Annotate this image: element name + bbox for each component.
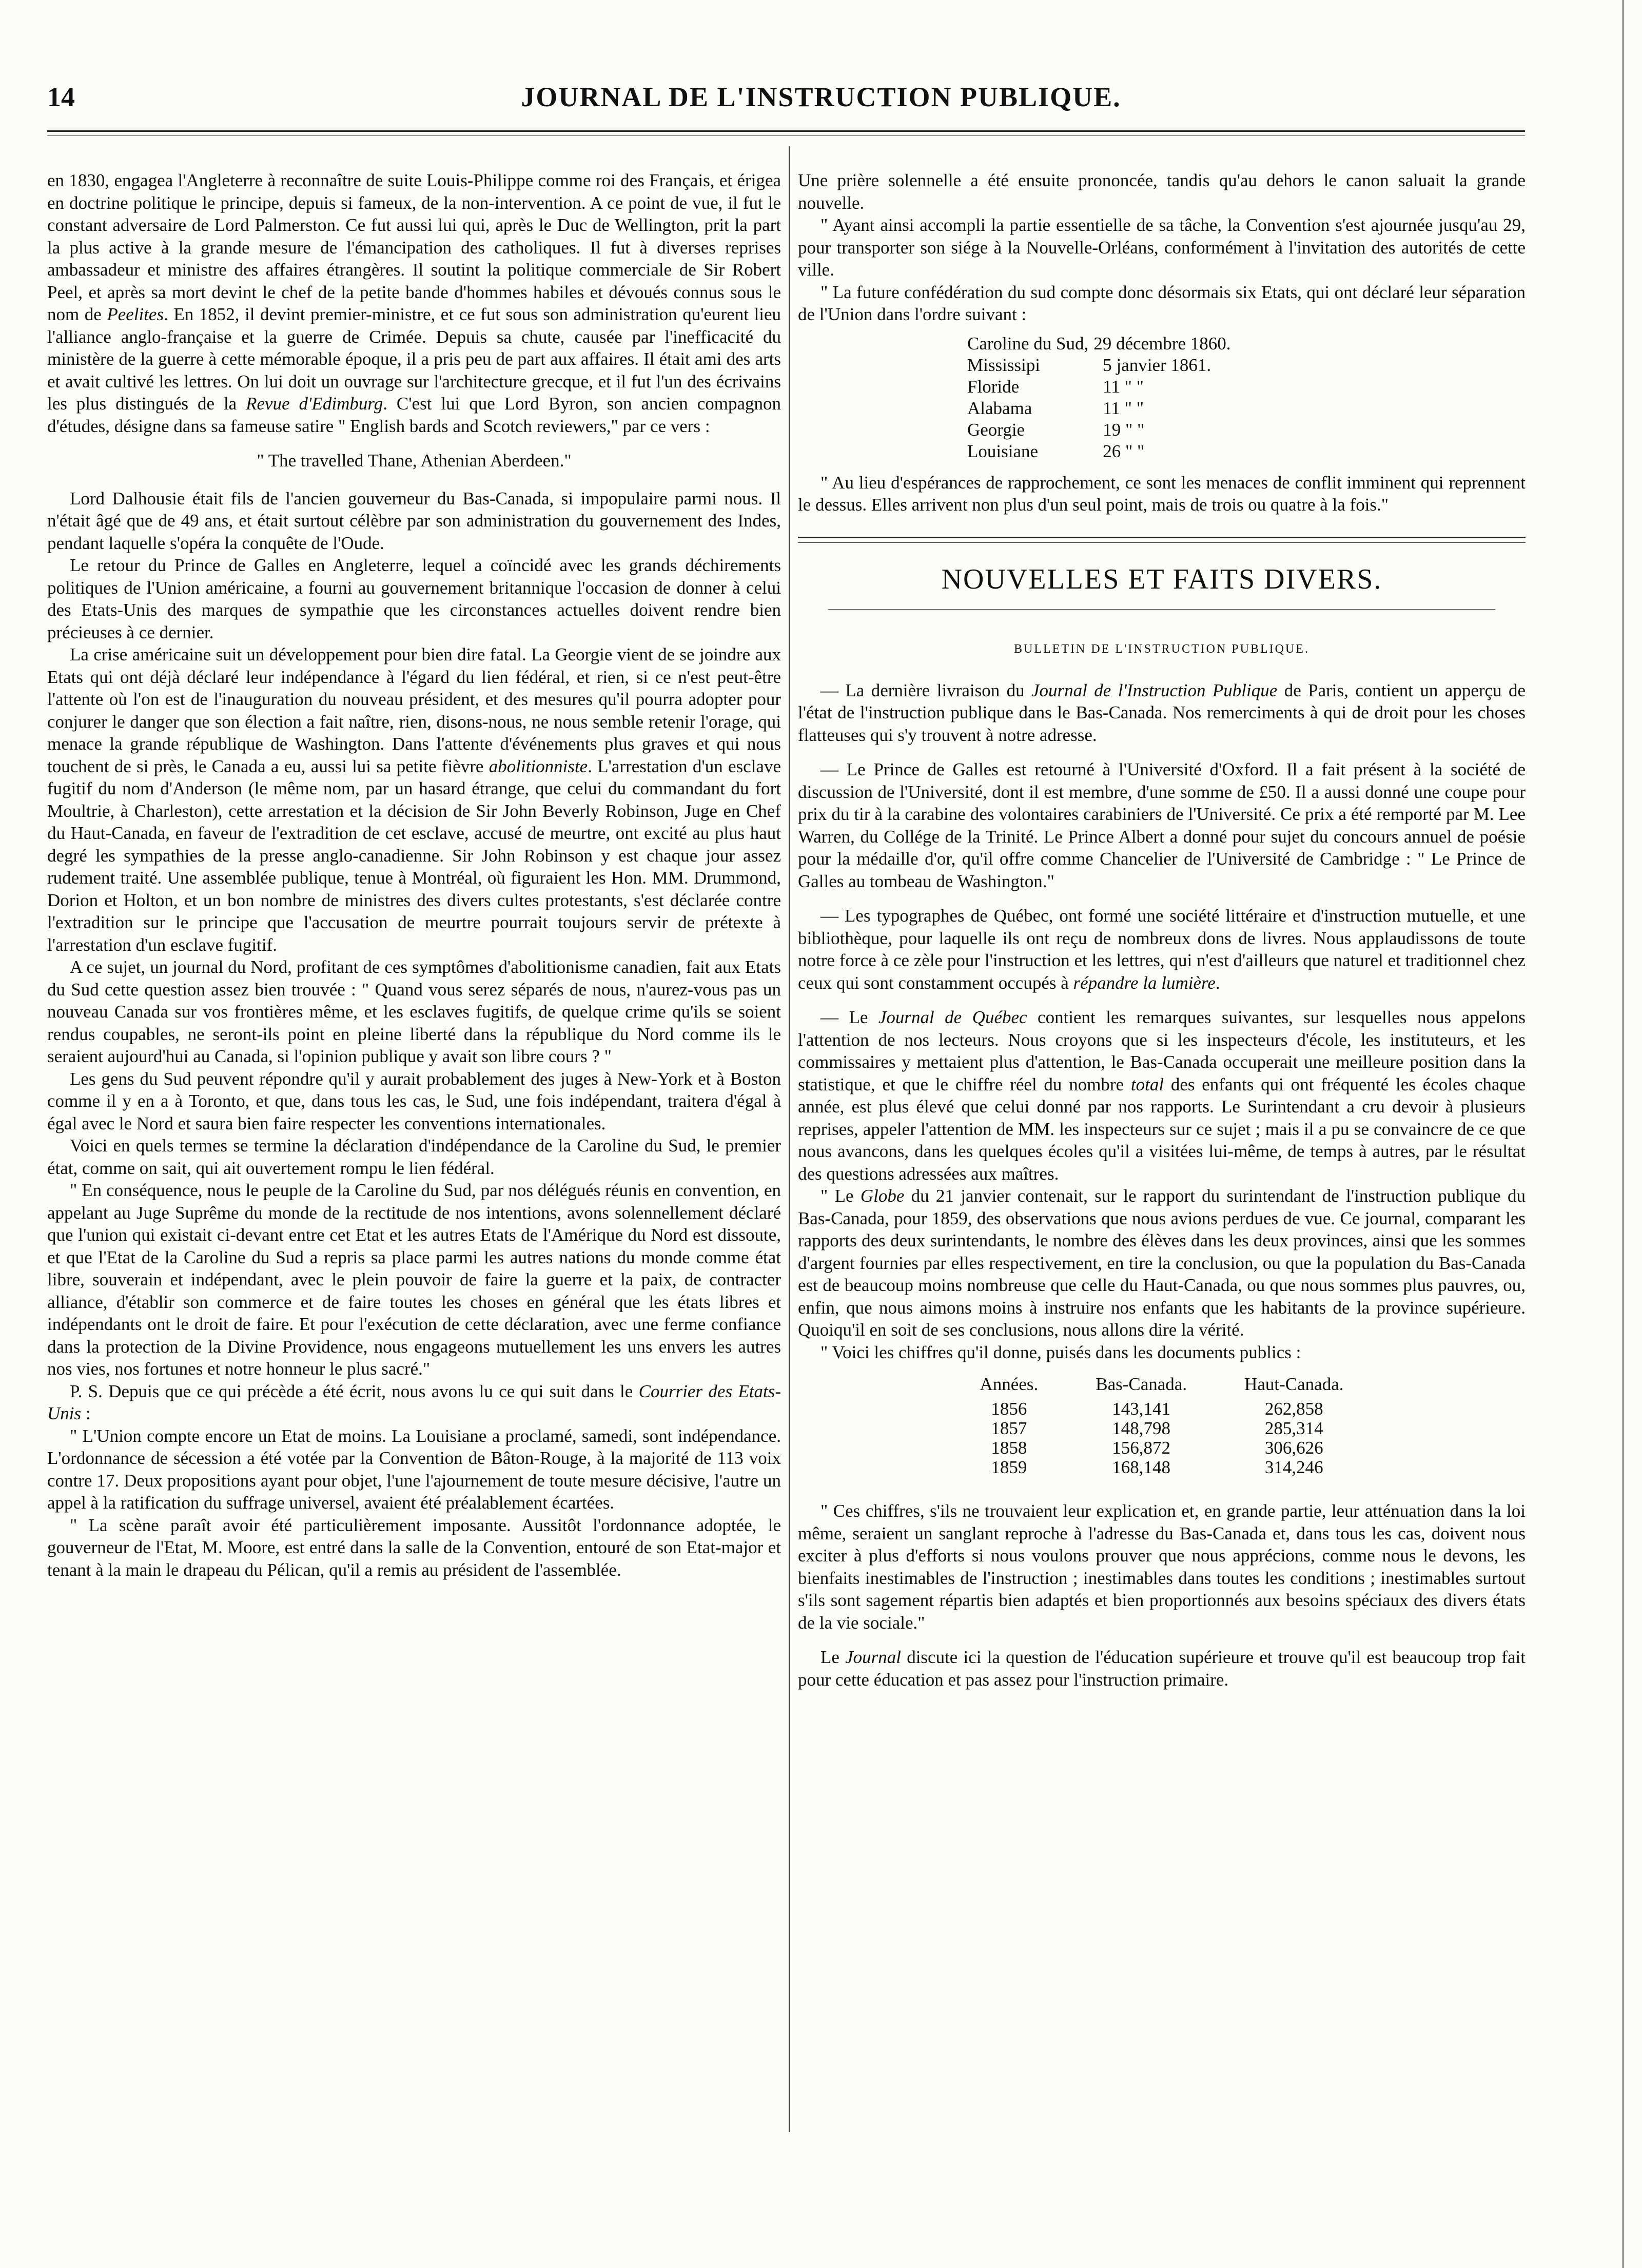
page-number: 14 [47, 82, 75, 112]
column-divider [789, 146, 790, 2132]
paragraph-menaces: " Au lieu d'espérances de rapprochement, ce sont les menaces de conflit imminent qui reprennent le dessus. Elles arrivent non plus d'un seul point, mais de trois ou quatre à la fois." [798, 472, 1526, 515]
paragraph-adjourned: " Ayant ainsi accompli la partie essentielle de sa tâche, la Convention s'est ajournée jusqu'au 29, pour transporter son siége à la Nouvelle-Orléans, conformément à l'invitation des autorités de cette ville. [798, 215, 1526, 280]
enrollment-table [951, 1375, 1373, 1477]
paragraph-journal-discussion: Le Journal discute ici la question de l'éducation supérieure et trouve qu'il est beaucoup trop fait pour cette éducation et pas assez pour l'instruction primaire. [798, 1647, 1526, 1690]
header-rule-thin [47, 135, 1525, 136]
table-row: 1856 143,141 262,858 [991, 1399, 1323, 1419]
table-header-row: Années. Bas-Canada. Haut-Canada. [980, 1374, 1344, 1394]
paragraph-declaration-text: " En conséquence, nous le peuple de la Caroline du Sud, par nos délégués réunis en convention, en appelant au Juge Suprême du monde de la rectitude de nos intentions, avons solennellement déclaré que l'union qui existait ci-devant entre cet Etat et les autres Etats de l'Amérique du Nord est dissoute, et que l'Etat de la Caroline du Sud a repris sa place parmi les autres nations du monde comme état libre, souverain et indépendant, avec le plein pouvoir de faire la guerre et la paix, de contracter alliance, d'établir son commerce et de faire toutes les choses en général que les états libres et indépendants ont le droit de faire. Et pour l'exécution de cette déclaration, avec une ferme confiance dans la protection de la Divine Providence, nous engageons mutuellement les uns envers les autres nos vies, nos fortunes et notre honneur le plus sacré." [47, 1180, 781, 1379]
right-column [798, 169, 1526, 1691]
news-item-paris-journal: — La dernière livraison du Journal de l'Instruction Publique de Paris, contient un apperçu de l'état de l'instruction publique dans le Bas-Canada. Nos remerciments à qui de droit pour les choses flatteuses qui s'y trouvent à notre adresse. [798, 680, 1526, 745]
paragraph-dalhousie: Lord Dalhousie était fils de l'ancien gouverneur du Bas-Canada, si impopulaire parmi nous. Il n'était âgé que de 49 ans, et était surtout célèbre par son administration du gouvernement des Indes, pendant laquelle s'opéra la conquête de l'Oude. [47, 488, 781, 553]
section-title: NOUVELLES ET FAITS DIVERS. [941, 563, 1382, 595]
table-row: Caroline du Sud, 29 décembre 1860. [967, 333, 1231, 354]
journal-title: JOURNAL DE L'INSTRUCTION PUBLIQUE. [521, 82, 1121, 112]
paragraph-prince-return: Le retour du Prince de Galles en Angleterre, lequel a coïncidé avec les grands déchirements politiques de l'Union américaine, a fourni au gouvernement britannique l'occasion de donner à celui des Etats-Unis des marques de sympathie que les circonstances actuelles doivent rendre bien précieuses à ce dernier. [47, 555, 781, 642]
paragraph-american-crisis: La crise américaine suit un développement pour bien dire fatal. La Georgie vient de se joindre aux Etats qui ont déjà déclaré leur indépendance à l'égard du lien fédéral, et rien, si ce n'est peut-être l'attente où l'on est de l'inauguration du nouveau président, et des mesures qu'il pourra adopter pour conjurer le danger que son élection a fait naître, rien, disons-nous, ne nous semble retenir l'orage, qui menace la grande république de Washington. Dans l'attente d'événements plus graves et qui nous touchent de si près, le Canada a eu, aussi lui sa petite fièvre abolitionniste. L'arrestation d'un esclave fugitif du nom d'Anderson (le même nom, par un hasard étrange, que celui du commandant du fort Moultrie, à Charleston), cette arrestation et la décision de Sir John Beverly Robinson, Juge en Chef du Haut-Canada, en faveur de l'extradition de cet esclave, accusé de meurtre, ont excité au plus haut degré les sympathies de la presse anglo-canadienne. Sir John Robinson y est chaque jour assez rudement traité. Une assemblée publique, tenue à Montréal, où figuraient les Hon. MM. Drummond, Dorion et Holton, et un bon nombre de ministres des divers cultes protestants, s'est déclarée contre l'extradition sur le principe que l'accusation de meurtre pourrait toujours servir de prétexte à l'arrestation d'un esclave fugitif. [47, 644, 781, 955]
news-item-oxford: — Le Prince de Galles est retourné à l'Université d'Oxford. Il a fait présent à la société de discussion de l'Université, dont il est membre, d'une somme de £50. Il a aussi donné une coupe pour prix du tir à la carabine des volontaires carabiniers de l'Université. Ce prix a été remporté par M. Lee Warren, du Collége de la Trinité. Le Prince Albert a donné pour sujet du concours annuel de poésie pour la médaille d'or, qu'il offre comme Chancelier de l'Université de Cambridge : " Le Prince de Galles au tombeau de Washington." [798, 759, 1526, 891]
table-row: Georgie 19 " " [967, 419, 1145, 440]
paragraph-figures-comment: " Ces chiffres, s'ils ne trouvaient leur explication et, en grande partie, leur atténuation dans la loi même, seraient un sanglant reproche à l'adresse du Bas-Canada et, dans tous les cas, doivent nous exciter à plus d'efforts si nous voulons prouver que nous apprécions, comme nous le devons, les bienfaits inestimables de l'instruction ; inestimables dans toutes les conditions ; inestimables surtout s'ils sont sagement répartis bien adaptés et bien proportionnés aux besoins spéciaux des divers états de la vie sociale." [798, 1501, 1526, 1633]
table-row: 1858 156,872 306,626 [991, 1438, 1323, 1458]
table-row: Mississipi 5 janvier 1861. [967, 355, 1211, 375]
news-item-globe: " Le Globe du 21 janvier contenait, sur le rapport du surintendant de l'instruction publique du Bas-Canada, pour 1859, des observations que nous avions perdues de vue. Ce journal, comparant les rapports des deux surintendants, le nombre des élèves dans les deux provinces, ainsi que les sommes d'argent fournies par elles respectivement, en tire la conclusion, ou que la population du Bas-Canada est de beaucoup moins nombreuse que celle du Haut-Canada, ou que nous sommes plus pauvres, ou, enfin, que nous aimons moins à instruire nos enfants que les habitants de la province supérieure. Quoiqu'il en soit de ses conclusions, nous allons dire la vérité. [798, 1186, 1526, 1340]
paragraph-louisiana: " L'Union compte encore un Etat de moins. La Louisiane a proclamé, samedi, sont indépendance. L'ordonnance de sécession a été votée par la Convention de Bâton-Rouge, à la majorité de 113 voix contre 17. Deux propositions ayant pour objet, l'une l'ajournement de toute mesure décisive, l'autre un appel à la ratification du suffrage universel, avaient été préalablement écartées. [47, 1425, 781, 1513]
bulletin-heading: BULLETIN DE L'INSTRUCTION PUBLIQUE. [1014, 642, 1309, 656]
news-item-journal-quebec: — Le Journal de Québec contient les remarques suivantes, sur lesquelles nous appelons l'attention de nos lecteurs. Nous croyons que si les inspecteurs d'école, les instituteurs, et les commissaires y mettaient plus d'attention, le Bas-Canada occuperait une meilleure position dans la statistique, et que le chiffre réel du nombre total des enfants qui ont fréquenté les écoles chaque année, est plus élevé que celui donné par nos rapports. Le Surintendant a cru devoir à plusieurs reprises, appeler l'attention de MM. les inspecteurs sur ce sujet ; mais il a pu se convaincre de ce que nous avancons, dans les quelques écoles qu'il a visitées lui-même, de temps à autres, par le résultat des questions adressées aux maîtres. [798, 1007, 1526, 1184]
table-row: 1857 148,798 285,314 [991, 1418, 1323, 1438]
paragraph-prayer: Une prière solennelle a été ensuite prononcée, tandis qu'au dehors le canon saluait la grande nouvelle. [798, 170, 1526, 213]
paragraph-declaration-intro: Voici en quels termes se termine la déclaration d'indépendance de la Caroline du Sud, le premier état, comme on sait, qui ait ouvertement rompu le lien fédéral. [47, 1136, 781, 1178]
table-row: 1859 168,148 314,246 [991, 1457, 1323, 1477]
section-double-rule [798, 537, 1526, 543]
paragraph-aberdeen: en 1830, engagea l'Angleterre à reconnaître de suite Louis-Philippe comme roi des Français, et érigea en doctrine politique le principe, depuis si fameux, de la non-intervention. A ce point de vue, il fut le constant adversaire de Lord Palmerston. Ce fut aussi lui qui, après le Duc de Wellington, prit la part la plus active à la grande mesure de l'émancipation des catholiques. Il fut à diverses reprises ambassadeur et ministre des affaires étrangères. Il soutint la politique commerciale de Sir Robert Peel, et après sa mort devint le chef de la petite bande d'hommes habiles et dévoués connus sous le nom de Peelites. En 1852, il devint premier-ministre, et ce fut sous son administration qu'eurent lieu l'alliance anglo-française et la guerre de Crimée. Depuis sa chute, causée par l'inefficacité du ministère de la guerre à cette mémorable époque, il a pris peu de part aux affaires. Il était ami des arts et avait cultivé les lettres. On lui doit un ouvrage sur l'architecture grecque, et il fut l'un des écrivains les plus distingués de la Revue d'Edimburg. C'est lui que Lord Byron, son ancien compagnon d'études, désigne dans sa fameuse satire " English bards and Scotch reviewers," par ce vers : [47, 170, 781, 436]
table-row: Floride 11 " " [967, 376, 1144, 397]
secession-table [967, 333, 1236, 462]
paragraph-southern-reply: Les gens du Sud peuvent répondre qu'il y aurait probablement des juges à New-York et à Boston comme il y en a à Toronto, et que, dans tous les cas, le Sud, une fois indépendant, traitera d'égal à égal avec le Nord et saura bien faire respecter les conventions internationales. [47, 1068, 781, 1133]
byron-quote: " The travelled Thane, Athenian Aberdeen." [257, 451, 572, 471]
table-row: Alabama 11 " " [967, 398, 1144, 418]
paragraph-confederation: " La future confédération du sud compte donc désormais six Etats, qui ont déclaré leur séparation de l'Union dans l'ordre suivant : [798, 282, 1526, 324]
paragraph-convention-scene: " La scène paraît avoir été particulièrement imposante. Aussitôt l'ordonnance adoptée, le gouverneur de l'Etat, M. Moore, est entré dans la salle de la Convention, entouré de son Etat-major et tenant à la main le drapeau du Pélican, qu'il a remis au président de l'assemblée. [47, 1515, 781, 1580]
page-edge-rule [1623, 0, 1624, 2268]
left-column [47, 169, 781, 1581]
paragraph-northern-journal: A ce sujet, un journal du Nord, profitant de ces symptômes d'abolitionisme canadien, fait aux Etats du Sud cette question assez bien trouvée : " Quand vous serez séparés de nous, n'aurez-vous pas un nouveau Canada sur vos frontières même, et les esclaves fugitifs, de quelque crime qu'ils se soient rendus coupables, ne seront-ils point en pleine liberté dans la république du Nord comme ils le seraient aujourd'hui au Canada, si l'opinion publique y avait son libre cours ? " [47, 957, 781, 1066]
section-thin-rule [828, 609, 1495, 610]
header-rule [47, 130, 1525, 132]
news-item-typographers: — Les typographes de Québec, ont formé une société littéraire et d'instruction mutuelle, et une bibliothèque, pour laquelle ils ont reçu de nombreux dons de livres. Nous applaudissons de toute notre force à ce zèle pour l'instruction et les lettres, qui n'est d'ailleurs que naturel et traditionnel chez ceux qui sont constamment occupés à répandre la lumière. [798, 906, 1526, 993]
paragraph-figures-intro: " Voici les chiffres qu'il donne, puisés dans les documents publics : [820, 1342, 1301, 1362]
table-row: Louisiane 26 " " [967, 441, 1145, 461]
paragraph-postscript: P. S. Depuis que ce qui précède a été écrit, nous avons lu ce qui suit dans le Courrier des Etats-Unis : [47, 1381, 781, 1423]
